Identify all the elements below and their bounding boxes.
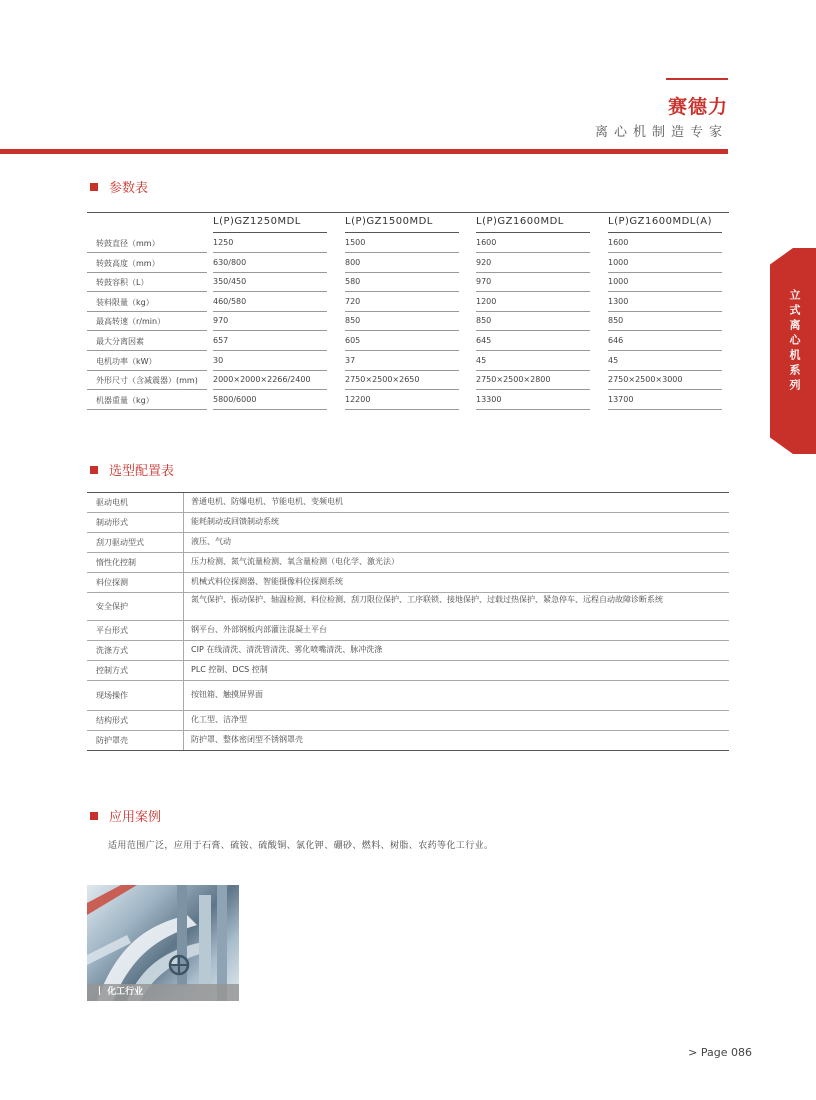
param-row-label: 机器重量（kg）: [96, 395, 154, 405]
param-cell: 45: [476, 355, 487, 365]
config-row-label: 制动形式: [96, 518, 128, 527]
param-row: [87, 312, 729, 331]
param-cell: 605: [345, 336, 361, 345]
brand-accent-line: [666, 78, 728, 80]
config-row-value: 机械式料位探测器、智能摄像料位探测系统: [191, 577, 343, 586]
config-row-rule: [87, 592, 729, 593]
config-row-rule: [87, 710, 729, 711]
param-cell: 2750×2500×2800: [476, 375, 551, 385]
param-cell: 1500: [345, 238, 366, 247]
param-row-label: 转鼓高度（mm）: [96, 258, 160, 268]
config-row-label: 安全保护: [96, 602, 128, 611]
param-row: [87, 273, 729, 292]
brand-name: 赛德力: [667, 96, 728, 118]
param-cell: 850: [608, 316, 624, 326]
param-cell: 630/800: [213, 257, 247, 267]
param-cell: 30: [213, 355, 224, 365]
param-cell: 720: [345, 296, 361, 306]
param-cell: 580: [345, 277, 361, 287]
param-section-title: 参数表: [109, 181, 149, 196]
section-bullet-icon: [90, 812, 98, 820]
param-cell: 13300: [476, 394, 502, 404]
config-row-rule: [87, 750, 729, 751]
config-row-value: 液压、气动: [191, 537, 231, 546]
param-model-header: L(P)GZ1250MDL: [213, 216, 301, 227]
param-header-underline: [345, 232, 459, 233]
param-model-header: L(P)GZ1600MDL: [476, 216, 564, 227]
config-row-label: 惰性化控制: [96, 558, 136, 567]
config-row-label: 驱动电机: [96, 498, 128, 507]
config-table-top-rule: [87, 492, 729, 493]
config-row-value: 按钮箱、触摸屏界面: [191, 690, 263, 699]
param-cell: 12200: [345, 394, 371, 404]
config-row-rule: [87, 620, 729, 621]
param-cell: 350/450: [213, 277, 247, 287]
param-row-label: 电机功率（kW）: [96, 356, 157, 366]
param-cell: 970: [213, 316, 229, 326]
param-cell: 970: [476, 277, 492, 287]
param-cell: 646: [608, 336, 624, 345]
param-row: [87, 371, 729, 390]
param-cell: 1600: [476, 238, 497, 247]
param-row: [87, 332, 729, 351]
config-row-value: 压力检测、氮气流量检测、氧含量检测（电化学、激光法）: [191, 557, 399, 566]
param-row: [87, 352, 729, 371]
config-row-label: 刮刀驱动型式: [96, 538, 144, 547]
config-row-label: 洗涤方式: [96, 646, 128, 655]
param-row-rule: [345, 409, 459, 410]
param-cell: 45: [608, 355, 619, 365]
param-cell: 1000: [608, 257, 629, 267]
param-cell: 5800/6000: [213, 394, 257, 404]
param-header-underline: [608, 232, 722, 233]
param-row-label: 转鼓直径（mm）: [96, 239, 160, 248]
param-cell: 800: [345, 257, 361, 267]
param-row-rule: [213, 409, 327, 410]
config-row-value: 能耗制动或回馈制动系统: [191, 517, 279, 526]
param-cell: 645: [476, 336, 492, 345]
config-row-rule: [87, 532, 729, 533]
config-row-rule: [87, 512, 729, 513]
config-row-rule: [87, 730, 729, 731]
config-row-value: 普通电机、防爆电机、节能电机、变频电机: [191, 497, 343, 506]
param-cell: 37: [345, 355, 356, 365]
param-table-top-rule: [87, 212, 729, 213]
config-row-value: 钢平台、外部钢板内部灌注混凝土平台: [191, 625, 327, 634]
config-row-rule: [87, 552, 729, 553]
brand-tagline: 离心机制造专家: [594, 125, 728, 140]
param-row-label: 转鼓容积（L）: [96, 278, 149, 288]
param-row-label: 外形尺寸（含减震器）(mm): [96, 376, 198, 386]
config-row-rule: [87, 680, 729, 681]
header-rule: [0, 149, 728, 154]
section-bullet-icon: [90, 183, 98, 191]
param-cell: 1000: [608, 277, 629, 287]
param-row-rule: [608, 409, 722, 410]
config-row-value: CIP 在线清洗、清洗管清洗、雾化喷嘴清洗、脉冲洗涤: [191, 645, 383, 654]
config-row-label: 控制方式: [96, 666, 128, 675]
config-row-label: 防护罩壳: [96, 736, 128, 745]
param-cell: 1300: [608, 296, 629, 306]
config-row-rule: [87, 640, 729, 641]
param-cell: 850: [476, 316, 492, 326]
param-row: [87, 391, 729, 410]
section-bullet-icon: [90, 466, 98, 474]
config-section-heading: [90, 460, 174, 479]
config-row-rule: [87, 660, 729, 661]
param-header-underline: [476, 232, 590, 233]
chemical-industry-photo: [87, 885, 239, 1001]
param-cell: 1200: [476, 296, 497, 306]
config-row-value: 化工型、洁净型: [191, 715, 247, 724]
config-row-value: 氮气保护、振动保护、轴温检测、料位检测、刮刀限位保护、工序联锁、接地保护、过载过热保护、紧急停车、远程自动故障诊断系统: [191, 595, 663, 604]
param-cell: 13700: [608, 394, 634, 404]
config-table-divider: [183, 492, 184, 751]
config-row-label: 结构形式: [96, 716, 128, 725]
param-model-header: L(P)GZ1600MDL(A): [608, 216, 712, 227]
config-row-label: 料位探测: [96, 578, 128, 587]
page-number: > Page 086: [688, 1046, 752, 1059]
param-cell: 850: [345, 316, 361, 326]
application-section-title: 应用案例: [109, 810, 162, 825]
param-row-label: 装料限量（kg）: [96, 297, 154, 307]
param-header-underline: [213, 232, 327, 233]
param-cell: 1600: [608, 238, 629, 247]
param-model-header: L(P)GZ1500MDL: [345, 216, 433, 227]
param-row-rule: [87, 409, 207, 410]
param-row: [87, 293, 729, 312]
param-section-heading: [90, 177, 148, 196]
param-row-label: 最高转速（r/min）: [96, 317, 166, 327]
param-cell: 1250: [213, 238, 234, 247]
param-cell: 2750×2500×3000: [608, 375, 683, 385]
config-row-rule: [87, 572, 729, 573]
config-section-title: 选型配置表: [109, 464, 175, 479]
config-row-label: 现场操作: [96, 691, 128, 700]
param-row: [87, 254, 729, 273]
series-side-tab-label: 立式离心机系列: [788, 289, 801, 394]
application-description: 适用范围广泛，应用于石膏、硫铵、硫酸铜、氯化钾、硼砂、燃料、树脂、农药等化工行业。: [108, 841, 494, 851]
param-cell: 460/580: [213, 296, 247, 306]
param-row-rule: [476, 409, 590, 410]
param-row-label: 最大分离因素: [96, 337, 144, 346]
param-cell: 920: [476, 257, 492, 267]
photo-caption: 丨 化工行业: [87, 984, 239, 1001]
param-cell: 657: [213, 336, 229, 345]
config-row-value: 防护罩、整体密闭型不锈钢罩壳: [191, 735, 303, 744]
param-cell: 2750×2500×2650: [345, 375, 420, 385]
config-row-label: 平台形式: [96, 626, 128, 635]
application-section-heading: [90, 806, 161, 825]
config-row-value: PLC 控制、DCS 控制: [191, 665, 268, 674]
param-row: [87, 234, 729, 253]
param-cell: 2000×2000×2266/2400: [213, 375, 311, 385]
